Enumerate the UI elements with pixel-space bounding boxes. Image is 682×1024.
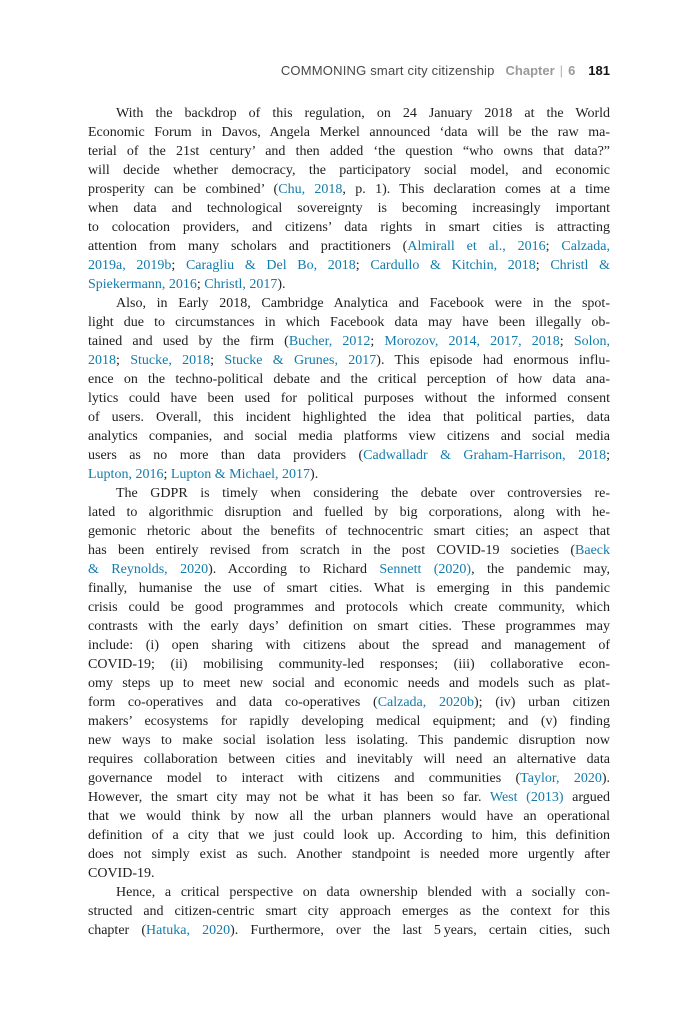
paragraph (88, 294, 610, 484)
text-line (88, 579, 610, 598)
text-line (88, 180, 610, 199)
text-line (88, 313, 610, 332)
text-run: terial of the 21st century’ and then added ‘the question “who owns that data?” (88, 144, 610, 159)
text-run: ; (210, 353, 225, 368)
paragraph (88, 883, 610, 940)
chapter-label: Chapter (505, 63, 555, 78)
text-run: ; (545, 239, 562, 254)
citation-link[interactable]: Spiekermann, 2016 (88, 277, 197, 292)
text-line (88, 142, 610, 161)
text-line (88, 807, 610, 826)
citation-link[interactable]: Almirall et al., 2016 (407, 239, 546, 254)
text-line (88, 921, 610, 940)
citation-link[interactable]: Christl, 2017 (204, 277, 278, 292)
text-line (88, 389, 610, 408)
citation-link[interactable]: Stucke, 2018 (130, 353, 211, 368)
citation-link[interactable]: Taylor, 2020 (520, 771, 602, 786)
citation-link[interactable]: Morozov, 2014, 2017, 2018 (384, 334, 560, 349)
text-line (88, 104, 610, 123)
text-line (88, 617, 610, 636)
text-run: ; (163, 467, 171, 482)
text-run: Economic Forum in Davos, Angela Merkel announced ‘data will be the raw ma- (88, 125, 610, 140)
text-run: structed and citizen-centric smart city approach emerges as the context for this (88, 904, 610, 919)
text-run: Also, in Early 2018, Cambridge Analytica and Facebook were in the spot- (116, 296, 610, 311)
text-run: ; (370, 334, 385, 349)
citation-link[interactable]: Stucke & Grunes, 2017 (224, 353, 377, 368)
text-line (88, 123, 610, 142)
text-run: tained and used by the firm ( (88, 334, 289, 349)
text-line (88, 598, 610, 617)
text-line (88, 788, 610, 807)
text-run: crisis could be good programmes and protocols which create community, which (88, 600, 610, 615)
citation-link[interactable]: Baeck (575, 543, 610, 558)
text-run: ). According to Richard (208, 562, 380, 577)
text-line (88, 902, 610, 921)
text-line (88, 484, 610, 503)
text-run: ). (310, 467, 319, 482)
text-run: , p. 1). This declaration comes at a time (342, 182, 610, 197)
text-line (88, 237, 610, 256)
text-run: ; (535, 258, 551, 273)
text-run: ; (606, 448, 610, 463)
citation-link[interactable]: Caragliu & Del Bo, 2018 (185, 258, 356, 273)
paragraph (88, 484, 610, 883)
text-run: attention from many scholars and practitioners ( (88, 239, 408, 254)
text-line (88, 351, 610, 370)
text-line (88, 199, 610, 218)
text-line (88, 256, 610, 275)
text-line (88, 541, 610, 560)
text-run: does not simply exist as such. Another standpoint is needed more urgently after (88, 847, 610, 862)
text-run: will decide whether democracy, the participatory social model, and economic (88, 163, 610, 178)
text-line (88, 522, 610, 541)
text-run: With the backdrop of this regulation, on 24 January 2018 at the World (116, 106, 610, 121)
text-run: ); (iv) urban citizen (473, 695, 610, 710)
text-line (88, 503, 610, 522)
text-run: form co-operatives and data co-operatives ( (88, 695, 378, 710)
page-body (88, 104, 610, 940)
page-number: 181 (588, 63, 610, 78)
text-run: analytics companies, and social media platforms view citizens and social media (88, 429, 610, 444)
text-run: users as no more than data providers ( (88, 448, 364, 463)
text-run: that we would think by now all the urban planners would have an operational (88, 809, 610, 824)
text-line (88, 712, 610, 731)
text-line (88, 693, 610, 712)
text-line (88, 655, 610, 674)
text-run: argued (563, 790, 610, 805)
text-line (88, 883, 610, 902)
citation-link[interactable]: Bucher, 2012 (288, 334, 371, 349)
text-run: chapter ( (88, 923, 147, 938)
text-run: ). This episode had enormous influ- (376, 353, 610, 368)
text-line (88, 864, 610, 883)
text-run: prosperity can be combined’ ( (88, 182, 279, 197)
text-run: ). Furthermore, over the last 5 years, certain cities, such (230, 923, 610, 938)
text-line (88, 826, 610, 845)
text-run: governance model to interact with citizens and communities ( (88, 771, 521, 786)
text-line (88, 465, 610, 484)
citation-link[interactable]: Sennett (2020) (379, 562, 472, 577)
text-run: new ways to make social isolation less isolating. This pandemic disruption now (88, 733, 610, 748)
text-run: ; (196, 277, 205, 292)
citation-link[interactable]: Solon, (573, 334, 610, 349)
citation-link[interactable]: 2018 (88, 353, 116, 368)
citation-link[interactable]: Calzada, (561, 239, 610, 254)
text-line (88, 769, 610, 788)
citation-link[interactable]: Hatuka, 2020 (146, 923, 231, 938)
text-line (88, 750, 610, 769)
paragraph (88, 104, 610, 294)
page-header (88, 63, 610, 79)
text-run: The GDPR is timely when considering the debate over controversies re- (116, 486, 610, 501)
text-line (88, 332, 610, 351)
text-run: definition of a city that we just could look up. According to him, this definition (88, 828, 610, 843)
citation-link[interactable]: Calzada, 2020b (377, 695, 474, 710)
text-run: lytics could have been used for political purposes without the informed consent (88, 391, 610, 406)
citation-link[interactable]: Cadwalladr & Graham-Harrison, 2018 (363, 448, 607, 463)
text-run: lated to algorithmic disruption and fuelled by big corporations, along with he- (88, 505, 610, 520)
citation-link[interactable]: West (2013) (489, 790, 564, 805)
citation-link[interactable]: Lupton, 2016 (88, 467, 164, 482)
text-run: However, the smart city may not be what it has been so far. (88, 790, 490, 805)
text-run: finally, humanise the use of smart cities. What is emerging in this pandemic (88, 581, 610, 596)
chapter-indicator (506, 63, 576, 78)
text-line (88, 636, 610, 655)
text-line (88, 294, 610, 313)
text-run: ; (559, 334, 574, 349)
text-run: ; (355, 258, 371, 273)
text-run: ; (116, 353, 131, 368)
text-line (88, 674, 610, 693)
text-run: Hence, a critical perspective on data ownership blended with a socially con- (116, 885, 610, 900)
text-run: of users. Overall, this incident highlighted the idea that political parties, data (88, 410, 610, 425)
text-run: COVID-19; (ii) mobilising community-led responses; (iii) collaborative econ- (88, 657, 610, 672)
text-run: , the pandemic may, (471, 562, 610, 577)
text-run: to colocation providers, and citizens’ data rights in smart cities is attracting (88, 220, 610, 235)
text-run: gemonic rhetoric about the benefits of technocentric smart cities; an aspect that (88, 524, 610, 539)
text-run: requires collaboration between cities and inevitably will need an alternative data (88, 752, 610, 767)
text-line (88, 560, 610, 579)
text-line (88, 845, 610, 864)
text-run: makers’ ecosystems for rapidly developing medical equipment; and (v) finding (88, 714, 610, 729)
running-title: COMMONING smart city citizenship (280, 63, 495, 78)
text-run: ence on the techno-political debate and the critical perception of how data ana- (88, 372, 610, 387)
citation-link[interactable]: Chu, 2018 (278, 182, 343, 197)
text-line (88, 370, 610, 389)
text-run: omy steps up to meet new social and economic needs and models such as plat- (88, 676, 610, 691)
text-line (88, 408, 610, 427)
text-run: COVID-19. (88, 866, 155, 881)
citation-link[interactable]: 2019a, 2019b (88, 258, 172, 273)
text-run: ; (171, 258, 186, 273)
text-line (88, 446, 610, 465)
citation-link[interactable]: Cardullo & Kitchin, 2018 (370, 258, 536, 273)
text-line (88, 275, 610, 294)
text-run: has been entirely revised from scratch in the post COVID-19 societies ( (88, 543, 576, 558)
text-run: light due to circumstances in which Facebook data may have been illegally ob- (88, 315, 610, 330)
text-run: ). (277, 277, 286, 292)
text-run: ). (601, 771, 610, 786)
text-run: when data and technological sovereignty is becoming increasingly important (88, 201, 610, 216)
citation-link[interactable]: Lupton & Michael, 2017 (170, 467, 311, 482)
chapter-number: 6 (568, 63, 576, 78)
text-line (88, 161, 610, 180)
citation-link[interactable]: & Reynolds, 2020 (88, 562, 209, 577)
text-line (88, 218, 610, 237)
chapter-separator: | (559, 63, 564, 78)
text-run: include: (i) open sharing with citizens about the spread and management of (88, 638, 610, 653)
text-run: contrasts with the early days’ definition on smart cities. These programmes may (88, 619, 610, 634)
citation-link[interactable]: Christl & (550, 258, 610, 273)
text-line (88, 427, 610, 446)
text-line (88, 731, 610, 750)
